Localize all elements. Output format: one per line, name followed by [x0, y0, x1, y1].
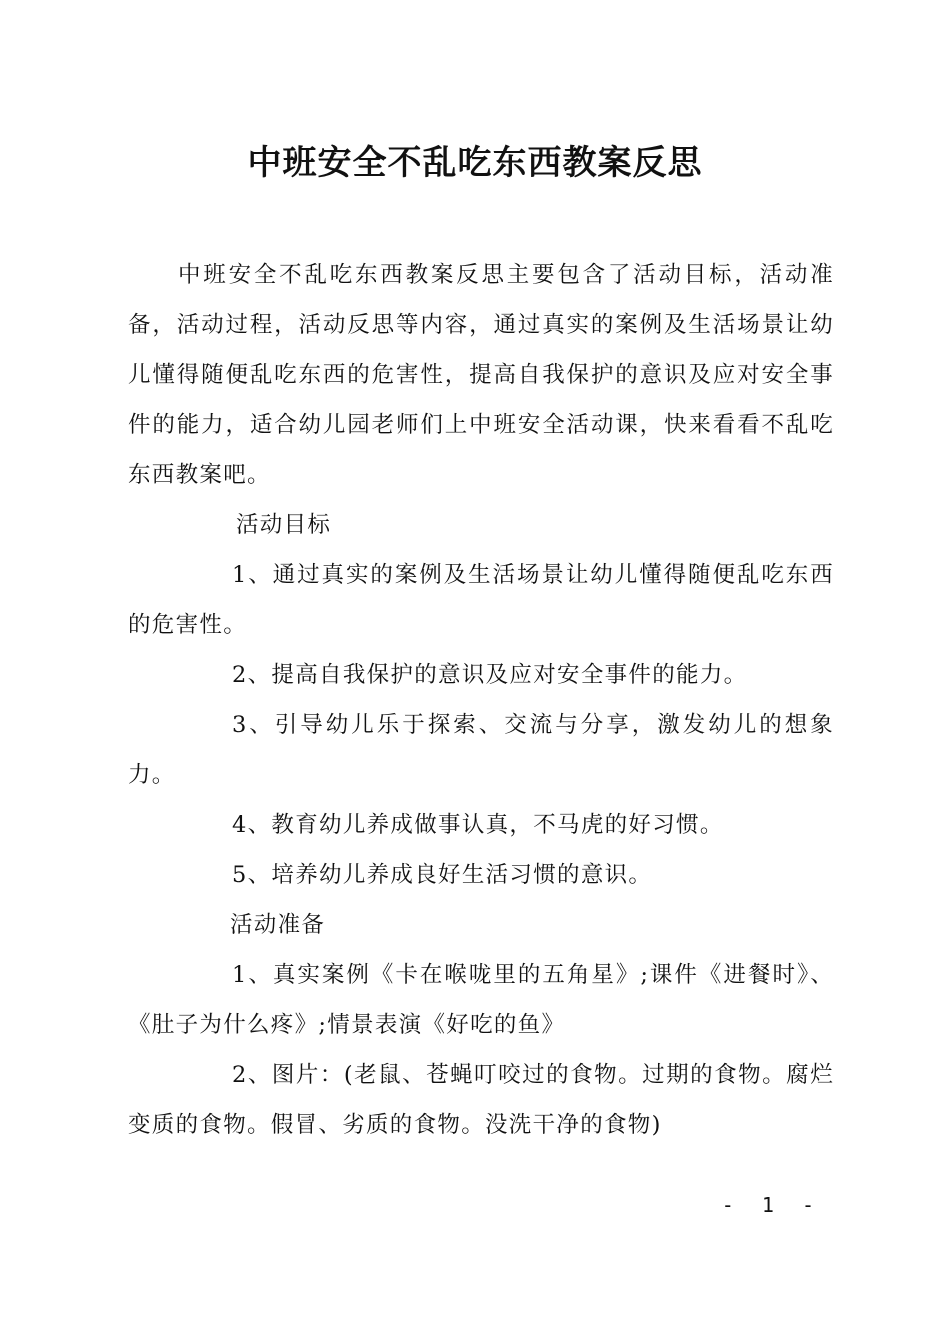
- goal-item: 2、提高自我保护的意识及应对安全事件的能力。: [232, 662, 748, 688]
- intro-paragraph: 中班安全不乱吃东西教案反思主要包含了活动目标，活动准备，活动过程，活动反思等内容，通过真实的案例及生活场景让幼儿懂得随便乱吃东西的危害性，提高自我保护的意识及应对安全事件的能力，适合幼儿园老师们上中班安全活动课，快来看看不乱吃东西教案吧。: [128, 262, 834, 488]
- document-body: [128, 250, 834, 1150]
- goal-item: 5、培养幼儿养成良好生活习惯的意识。: [232, 862, 653, 888]
- section-heading-prep: 活动准备: [230, 912, 326, 938]
- goal-item: 1、通过真实的案例及生活场景让幼儿懂得随便乱吃东西的危害性。: [128, 562, 834, 638]
- prep-item: 2、图片：(老鼠、苍蝇叮咬过的食物。过期的食物。腐烂变质的食物。假冒、劣质的食物。没洗干净的食物): [128, 1062, 834, 1138]
- goal-item: 4、教育幼儿养成做事认真，不马虎的好习惯。: [232, 812, 724, 838]
- goal-item: 3、引导幼儿乐于探索、交流与分享，激发幼儿的想象力。: [128, 712, 834, 788]
- document-title: 中班安全不乱吃东西教案反思: [247, 143, 703, 183]
- page-number: - 1 -: [721, 1193, 822, 1217]
- prep-item: 1、真实案例《卡在喉咙里的五角星》;课件《进餐时》、《肚子为什么疼》;情景表演《好吃的鱼》: [128, 962, 834, 1038]
- section-heading-goals: 活动目标: [236, 512, 332, 538]
